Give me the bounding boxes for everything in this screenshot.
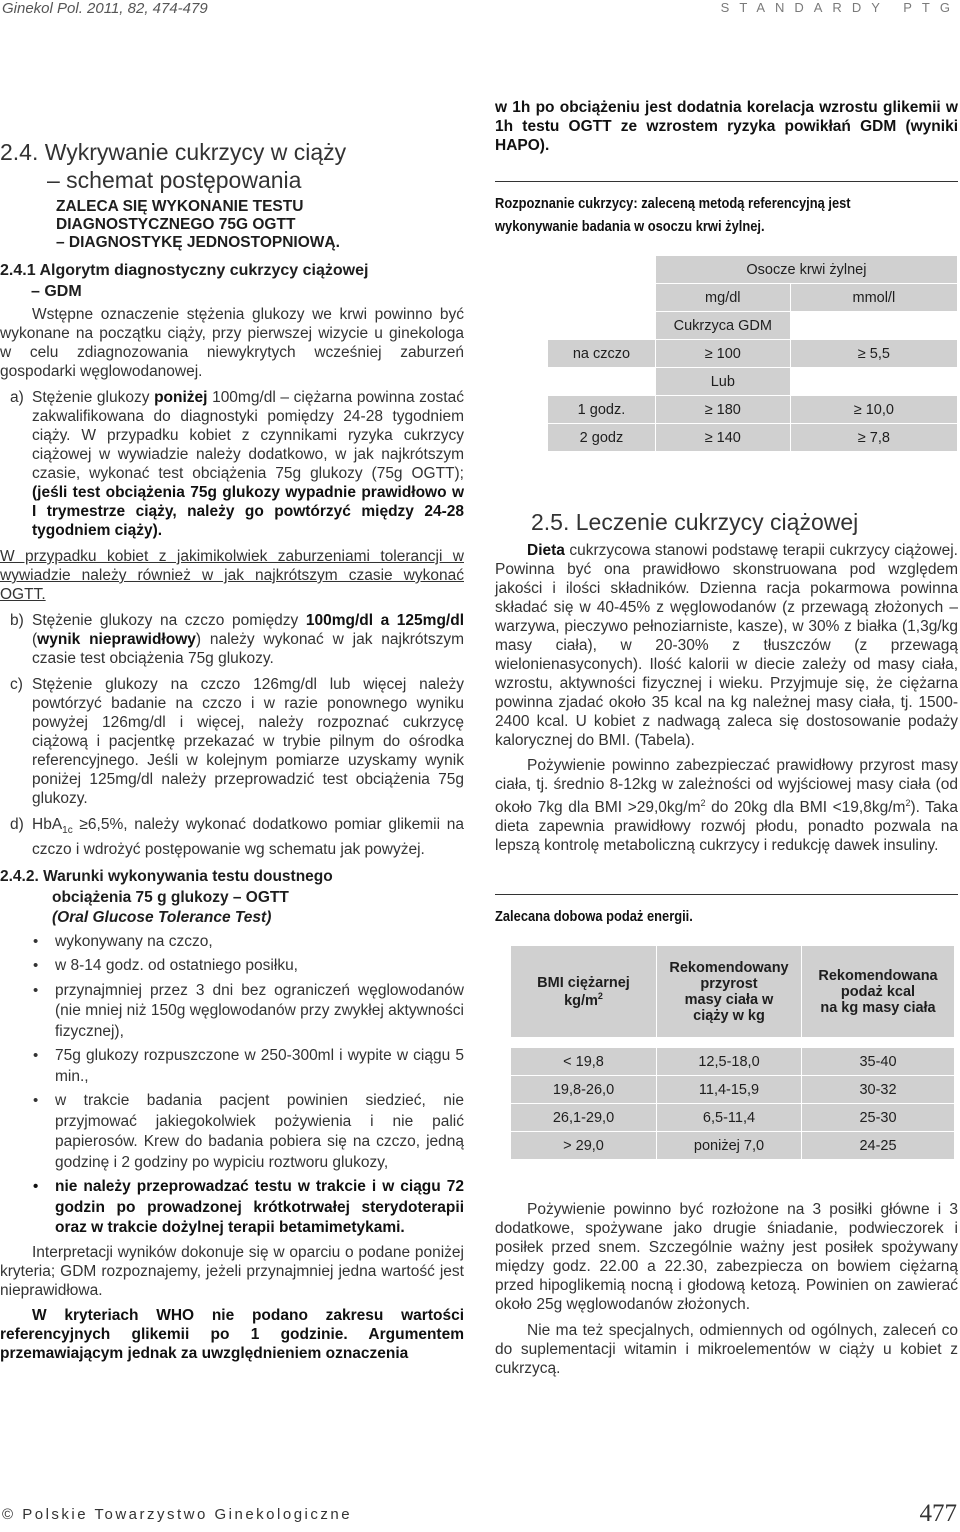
text-run: Stężenie glukozy	[32, 389, 155, 406]
table-cell: ≥ 180	[655, 396, 790, 424]
header-line: przyrost	[700, 975, 758, 992]
caps-line: – DIAGNOSTYKĘ JEDNOSTOPNIOWĄ.	[56, 234, 340, 251]
diet-paragraph	[495, 541, 958, 750]
footer-organization: © Polskie Towarzystwo Ginekologiczne	[2, 1506, 353, 1523]
table-header	[802, 946, 955, 1038]
section-2-4-heading	[0, 138, 464, 194]
list-item: • wykonywany na czczo,	[0, 932, 464, 953]
energy-table	[510, 945, 955, 1160]
table-cell: ≥ 10,0	[790, 396, 957, 424]
item-c	[0, 675, 464, 808]
list-item: • w 8-14 godz. od ostatniego posiłku,	[0, 956, 464, 977]
caption-line: wykonywanie badania w osoczu krwi żylnej.	[495, 218, 765, 235]
energy-table-caption: Zalecana dobowa podaż energii.	[495, 908, 693, 926]
who-criteria-paragraph: W kryteriach WHO nie podano zakresu wartości referencyjnych glikemii po 1 godzinie. Argumentem przemawiającym jednak za uwzględnieniem oznaczenia	[0, 1306, 464, 1362]
caps-line: ZALECA SIĘ WYKONANIE TESTU	[56, 198, 304, 215]
text-run: 100mg/dl – ciężarna powinna zostać zakwalifikowana do diagnostyki pomiędzy 24-28 tygodniem ciąży. W przypadku kobiet z czynnikami ryzyka cukrzycy ciążowej w wywiadzie należy dodatkowo, w jak najkrótszym czasie, wykonać test obciążenia 75g glukozy (75g OGTT);	[32, 389, 464, 482]
series-label: STANDARDY PTG	[720, 0, 960, 15]
header-line: podaż kcal	[840, 983, 916, 1000]
text-run: HbA	[32, 816, 63, 833]
table-cell: 26,1-29,0	[511, 1104, 657, 1132]
bold-run: poniżej	[154, 389, 208, 406]
empty-cell	[548, 312, 656, 340]
table-cell: 25-30	[802, 1104, 955, 1132]
ogtt-conditions-list	[0, 932, 464, 1239]
superscript: 2	[905, 798, 911, 808]
journal-citation: Ginekol Pol. 2011, 82, 474-479	[2, 0, 208, 17]
heading-line: obciążenia 75 g glukozy – OGTT	[52, 888, 289, 906]
header-line: kg/m	[564, 992, 598, 1009]
text-run: Pożywienie powinno zabezpieczać prawidłowy przyrost masy ciała, tj. średnio 8-12kg w zależności od wyjściowej masy ciała (od około 7kg dla BMI >29,0kg/m	[495, 757, 958, 817]
meals-paragraph: Pożywienie powinno być rozłożone na 3 posiłki główne i 3 dodatkowe, spożywane jako drugie śniadanie, podwieczorek i posiłek przed snem. Szczególnie ważny jest posiłek spożywany między godz. 22.00 a 22.30, zabezpiecza on bowiem ciężarną przed hipoglikemią nocną i głodową ketozą. Powinien on zawierać około 25g węglowodanów złożonych.	[495, 1201, 958, 1314]
table-cell: > 29,0	[511, 1132, 657, 1160]
table-header: mmol/l	[790, 284, 957, 312]
table-cell: 19,8-26,0	[511, 1076, 657, 1104]
right-column	[495, 98, 958, 1378]
header-line: masy ciała w	[684, 991, 774, 1008]
intro-paragraph: Wstępne oznaczenie stężenia glukozy we krwi powinno być wykonane na początku ciąży, przy pierwszej wizycie u ginekologa w celu zdiagnozowania niewykrytych wcześniej zaburzeń gospodarki węglowodanowej.	[0, 306, 464, 380]
heading-line: 2.4.1 Algorytm diagnostyczny cukrzycy ciążowej	[0, 262, 369, 279]
list-item: • przynajmniej przez 3 dni bez ograniczeń węglowodanów (nie mniej niż 150g węglowodanów przy zwykłej aktywności fizycznej),	[0, 981, 464, 1043]
section-2-5-heading: 2.5. Leczenie cukrzycy ciążowej	[531, 509, 859, 535]
table-cell: ≥ 100	[655, 340, 790, 368]
table-cell: 11,4-15,9	[657, 1076, 802, 1104]
list-item: • 75g glukozy rozpuszczone w 250-300ml i wypite w ciągu 5 min.,	[0, 1046, 464, 1087]
caps-line: DIAGNOSTYCZNEGO 75G OGTT	[56, 216, 296, 233]
heading-line: – GDM	[31, 283, 82, 300]
underlined-note: W przypadku kobiet z jakimikolwiek zaburzeniami tolerancji w wywiadzie należy również w jak najkrótszym czasie wykonać OGTT.	[0, 548, 464, 603]
text-run: (	[32, 631, 38, 648]
bold-run: (jeśli test obciążenia 75g glukozy wypadnie prawidłowo w I trymestrze ciąży, należy go powtórzyć między 24-28 tygodniem ciąży).	[32, 484, 464, 539]
table-header	[657, 946, 802, 1038]
heading-line: (Oral Glucose Tolerance Test)	[52, 909, 272, 927]
text-run: ) należy wykonać w jak najkrótszym czasie test obciążenia 75g glukozy.	[32, 631, 464, 667]
table-cell: Lub	[655, 368, 790, 396]
item-label: d)	[10, 816, 24, 833]
bold-run: 100mg/dl a 125mg/dl	[305, 612, 464, 629]
bold-run: Dieta	[527, 542, 565, 559]
table-cell: ≥ 5,5	[790, 340, 957, 368]
superscript: 2	[597, 990, 603, 1001]
empty-cell	[548, 368, 656, 396]
text-run: Stężenie glukozy na czczo pomiędzy	[32, 612, 306, 629]
left-column	[0, 138, 464, 1363]
item-label: c)	[10, 676, 23, 693]
item-d	[0, 815, 464, 859]
text-run: ). Taka dieta zapewnia prawidłowy rozwój płodu, ponadto pozwala na lepszą kontrolę metaboliczną cukrzycy i redukcję dawek insuliny.	[495, 799, 958, 855]
page-number: 477	[919, 1500, 957, 1527]
table-header-row	[511, 946, 955, 1038]
table-cell: < 19,8	[511, 1048, 657, 1076]
table-header: Osocze krwi żylnej	[655, 256, 957, 284]
table-cell: 2 godz	[548, 424, 656, 452]
gdm-criteria-table	[547, 255, 958, 452]
table-header	[511, 946, 657, 1038]
list-item: • w trakcie badania pacjent powinien siedzieć, nie przyjmować jakiegokolwiek pożywienia i nie palić papierosów. Krew do badania pobiera się na czczo, jedną godzinę i 2 godziny po wypiciu roztworu glukozy,	[0, 1091, 464, 1173]
table-row	[511, 1132, 955, 1160]
table-row	[511, 1076, 955, 1104]
header-line: Rekomendowany	[669, 959, 789, 976]
heading-line: – schemat postępowania	[47, 167, 302, 193]
header-line: BMI ciężarnej	[537, 974, 630, 991]
table-header: mg/dl	[655, 284, 790, 312]
text-run: cukrzycowa stanowi podstawę terapii cukrzycy ciążowej. Powinna być ona prawidłowo skonstruowana pod względem jakości i ilości składników. Dzienna racja pokarmowa powinna składać się w 40-45% z węglowodanów (z przewagą złożonych – warzywa, pieczywo pełnoziarniste, kasze), w 30% z białka (1,3g/kg masy ciała), w 20-30% z tłuszczów (z przewagą wielonienasyconych). Ilość kalorii w diecie zależy od masy ciała, wzrostu, aktywności fizycznej i wieku. Przyjmuje się, że ciężarna powinna zjadać około 35 kcal na kg należnej masy ciała, tj. 1500-2400 kcal. U kobiet z nadwagą zaleca się dostosowanie podaży kalorycznej do BMI. (Tabela).	[495, 542, 958, 749]
table-group-header: Cukrzyca GDM	[655, 312, 790, 340]
empty-cell	[548, 284, 656, 312]
interpretation-paragraph: Interpretacji wyników dokonuje się w oparciu o podane poniżej kryteria; GDM rozpoznajemy, jeżeli przynajmniej jedna wartość jest nieprawidłowa.	[0, 1243, 464, 1299]
diagnosis-caption	[495, 192, 959, 238]
section-2-4-2-heading	[0, 867, 464, 929]
table-row	[548, 340, 958, 368]
table-cell: ≥ 7,8	[790, 424, 957, 452]
table-row	[511, 1048, 955, 1076]
table-cell: 35-40	[802, 1048, 955, 1076]
item-a	[0, 388, 464, 540]
table-row	[548, 396, 958, 424]
supplements-paragraph: Nie ma też specjalnych, odmiennych od ogólnych, zaleceń co do suplementacji witamin i mikroelementów w ciąży u kobiet z cukrzycą.	[495, 1322, 958, 1378]
superscript: 2	[700, 798, 706, 808]
heading-line: 2.4. Wykrywanie cukrzycy w ciąży	[0, 139, 347, 165]
section-2-4-1-heading	[0, 260, 464, 302]
empty-cell	[548, 256, 656, 284]
text-run: Stężenie glukozy na czczo 126mg/dl lub więcej należy powtórzyć badanie na czczo i w razie ponownego wyniku powyżej 126mg/dl i więcej, należy rozpoznać cukrzycę ciążową i pacjentkę przekazać w trybie pilnym do ośrodka referencyjnego. Jeśli w kolejnym pomiarze uzyskamy wynik poniżej 125mg/dl należy przeprowadzić test obciążenia 75g glukozy.	[32, 676, 464, 807]
table-cell: poniżej 7,0	[657, 1132, 802, 1160]
table-cell: ≥ 140	[655, 424, 790, 452]
subscript: 1c	[62, 825, 73, 837]
table-cell: 30-32	[802, 1076, 955, 1104]
table-cell: 1 godz.	[548, 396, 656, 424]
heading-line: 2.4.2. Warunki wykonywania testu doustnego	[0, 868, 333, 886]
table-row	[511, 1104, 955, 1132]
recommendation-caps	[0, 198, 464, 252]
item-b	[0, 611, 464, 668]
table-cell: 6,5-11,4	[657, 1104, 802, 1132]
item-label: a)	[10, 389, 24, 406]
bold-run: wynik nieprawidłowy	[37, 631, 196, 648]
divider	[495, 181, 958, 182]
text-run: do 20kg dla BMI <19,8kg/m	[705, 799, 906, 817]
empty-cell	[790, 368, 957, 396]
empty-cell	[790, 312, 957, 340]
text-run: ≥6,5%, należy wykonać dodatkowo pomiar glikemii na czczo i wdrożyć postępowanie wg schematu jak powyżej.	[32, 816, 464, 859]
continuation-paragraph: w 1h po obciążeniu jest dodatnia korelacja wzrostu glikemii w 1h testu OGTT ze wzrostem ryzyka powikłań GDM (wyniki HAPO).	[495, 99, 958, 154]
caption-line: Rozpoznanie cukrzycy: zaleceną metodą referencyjną jest	[495, 195, 851, 212]
list-item: • nie należy przeprowadzać testu w trakcie i w ciągu 72 godzin po prowadzonej krótkotrwałej sterydoterapii oraz w trakcie dożylnej terapii betamimetykami.	[0, 1177, 464, 1239]
header-line: Rekomendowana	[818, 967, 938, 984]
item-label: b)	[10, 612, 24, 629]
table-cell: 24-25	[802, 1132, 955, 1160]
table-cell: na czczo	[548, 340, 656, 368]
table-row	[548, 424, 958, 452]
weight-gain-paragraph	[495, 756, 958, 855]
divider	[495, 894, 958, 895]
header-line: ciąży w kg	[693, 1007, 765, 1024]
table-cell: 12,5-18,0	[657, 1048, 802, 1076]
header-line: na kg masy ciała	[820, 999, 936, 1016]
